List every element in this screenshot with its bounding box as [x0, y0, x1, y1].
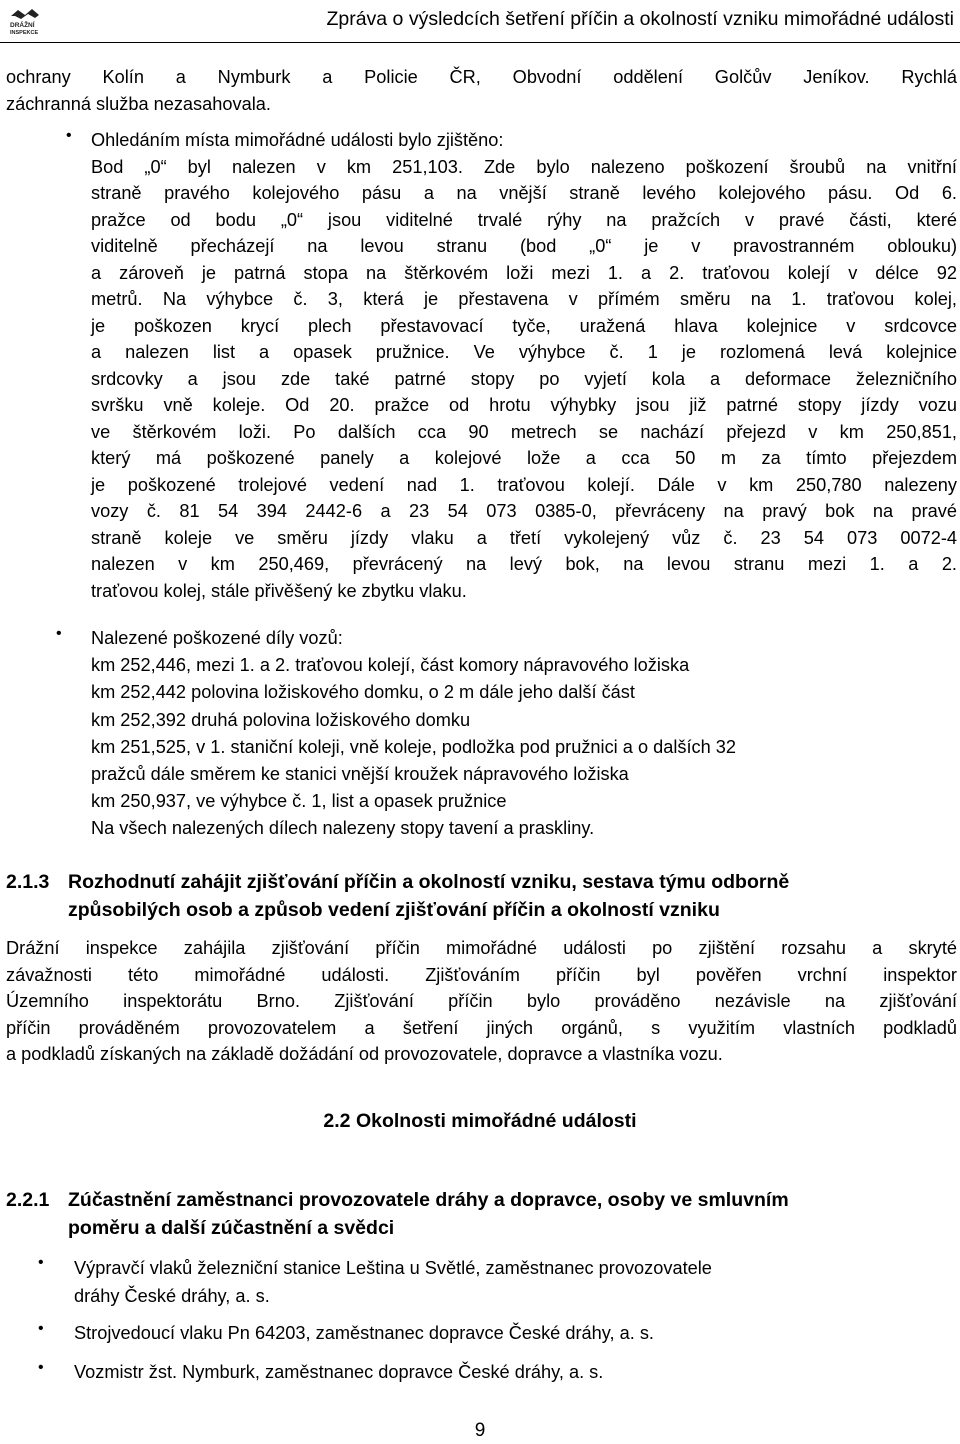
svg-text:DRÁŽNÍ: DRÁŽNÍ [10, 22, 35, 29]
text-line: a zároveň je patrná stopa na štěrkovém loži mezi 1. a 2. traťovou kolejí v délce 92 [91, 262, 957, 283]
text-line: straně koleje ve směru jízdy vlaku a třetí vykolejený vůz č. 23 54 073 0072-4 [91, 527, 957, 548]
text-line: ochrany Kolín a Nymburk a Policie ČR, Obvodní oddělení Golčův Jeníkov. Rychlá [6, 67, 957, 87]
text-line: Územního inspektorátu Brno. Zjišťování příčin bylo prováděno nezávisle na zjišťování [6, 991, 957, 1011]
bullet-dot: • [66, 127, 72, 144]
text-line: viditelně přecházejí na levou stranu (bod „0“ je v pravostranném oblouku) [91, 236, 957, 256]
text-line: je poškozen krycí plech přestavovací tyče, uražená hlava kolejnice v srdcovce [91, 315, 957, 336]
text-line: traťovou kolej, stále přivěšený ke zbytku vlaku. [91, 580, 467, 601]
text-line: Ohledáním místa mimořádné události bylo zjištěno: [91, 130, 504, 150]
text-line: km 251,525, v 1. staniční koleji, vně koleje, podložka pod pružnici a o dalších 32 [91, 736, 737, 757]
text-line: a podkladů získaných na základě dožádání od provozovatele, dopravce a vlastníka vozu. [6, 1044, 723, 1064]
section-number: 2.2.1 [6, 1189, 50, 1211]
section-heading [68, 1186, 958, 1242]
section-heading-2-2: 2.2 Okolnosti mimořádné události [323, 1110, 637, 1132]
text-line: závažnosti této mimořádné události. Zjišťováním příčin byl pověřen vrchní inspektor [6, 964, 957, 985]
text-line: je poškozené trolejové vedení nad 1. traťovou kolejí. Dále v km 250,780 nalezeny [91, 474, 957, 495]
text-line: km 250,937, ve výhybce č. 1, list a opasek pružnice [91, 791, 507, 812]
text-line: straně pravého kolejového pásu a na vnější straně levého kolejového pásu. Od 6. [91, 183, 957, 203]
text-line: ve štěrkovém loži. Po dalších cca 90 metrech se nachází přejezd v km 250,851, [91, 421, 957, 442]
text-line: Strojvedoucí vlaku Pn 64203, zaměstnanec dopravce České dráhy, a. s. [74, 1323, 654, 1343]
heading-line: Rozhodnutí zahájit zjišťování příčin a okolností vzniku, sestava týmu odborně [68, 871, 790, 893]
heading-line: způsobilých osob a způsob vedení zjišťování příčin a okolností vzniku [68, 899, 720, 921]
text-line: pražce od bodu „0“ jsou viditelné trvalé rýhy na pražcích v pravé části, které [91, 209, 957, 230]
text-line: Vozmistr žst. Nymburk, zaměstnanec dopravce České dráhy, a. s. [74, 1362, 604, 1382]
page-number: 9 [474, 1420, 486, 1441]
text-line: nalezen v km 250,469, převrácený na levý bok, na levou stranu mezi 1. a 2. [91, 554, 957, 574]
text-line: pražců dále směrem ke stanici vnější kroužek nápravového ložiska [91, 764, 629, 785]
text-line: svršku vně koleje. Od 20. pražce od hrotu výhybky jsou již patrné stopy jízdy vozu [91, 395, 957, 415]
list-item [74, 1359, 958, 1386]
text-line: a nalezen list a opasek pružnice. Ve výhybce č. 1 je rozlomená levá kolejnice [91, 342, 957, 362]
bullet-dot: • [56, 625, 62, 642]
heading-line: Zúčastnění zaměstnanci provozovatele dráhy a dopravce, osoby ve smluvním [68, 1189, 789, 1211]
bullet-dot: • [38, 1320, 44, 1337]
text-line: metrů. Na výhybce č. 3, která je přestavena v přímém směru na 1. traťovou kolej, [91, 289, 957, 309]
text-line: vozy č. 81 54 394 2442-6 a 23 54 073 0385-0, převráceny na pravý bok na pravé [91, 501, 957, 521]
text-line: Na všech nalezených dílech nalezeny stopy tavení a praskliny. [91, 818, 595, 839]
list-item [74, 1320, 958, 1347]
intro-paragraph [6, 64, 957, 117]
header-rule [0, 42, 960, 43]
bullet-dot: • [38, 1359, 44, 1376]
text-line: který má poškozené panely a kolejové lože a cca 50 m za tímto přejezdem [91, 448, 957, 468]
text-line: Drážní inspekce zahájila zjišťování příčin mimořádné události po zjištění rozsahu a skryté [6, 938, 957, 958]
section-213-paragraph [6, 935, 957, 1068]
text-line: Výpravčí vlaků železniční stanice Leština u Světlé, zaměstnanec provozovatele [74, 1258, 712, 1278]
header-title: Zpráva o výsledcích šetření příčin a okolností vzniku mimořádné události [326, 8, 954, 30]
text-line: dráhy České dráhy, a. s. [74, 1286, 270, 1306]
text-line: záchranná služba nezasahovala. [6, 93, 271, 114]
bullet1-paragraph [91, 127, 957, 604]
text-line: Nalezené poškozené díly vozů: [91, 628, 343, 648]
list-item [74, 1254, 958, 1310]
logo-drazni-inspekce [8, 6, 42, 36]
heading-line: poměru a další zúčastnění a svědci [68, 1217, 395, 1239]
text-line: Bod „0“ byl nalezen v km 251,103. Zde bylo nalezeno poškození šroubů na vnitřní [91, 156, 957, 177]
section-heading [68, 868, 958, 924]
bullet2-list [91, 625, 957, 843]
svg-text:INSPEKCE: INSPEKCE [10, 30, 39, 36]
section-number: 2.1.3 [6, 871, 50, 893]
text-line: srdcovky a jsou zde také patrné stopy po vyjetí kola a deformace železničního [91, 368, 957, 389]
text-line: km 252,392 druhá polovina ložiskového domku [91, 709, 471, 730]
text-line: km 252,442 polovina ložiskového domku, o 2 m dále jeho další část [91, 682, 635, 703]
bullet-dot: • [38, 1254, 44, 1271]
text-line: km 252,446, mezi 1. a 2. traťovou kolejí, část komory nápravového ložiska [91, 655, 690, 676]
text-line: příčin prováděném provozovatelem a šetření jiných orgánů, s využitím vlastních podkladů [6, 1017, 957, 1038]
